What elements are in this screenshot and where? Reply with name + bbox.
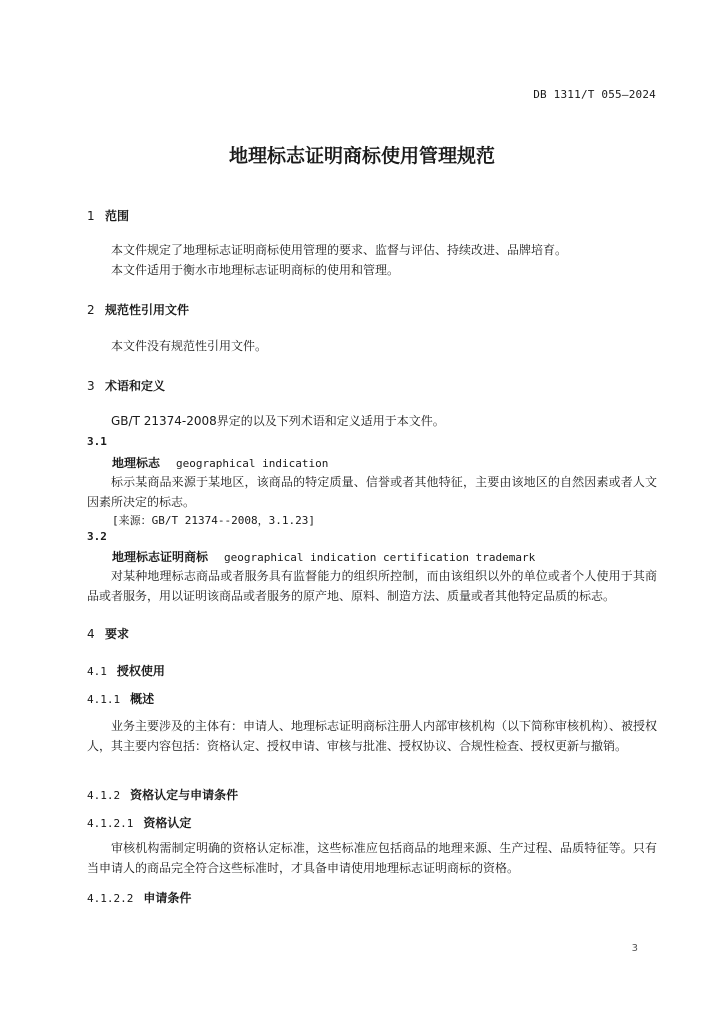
- term-definition: 标示某商品来源于某地区，该商品的特定质量、信誉或者其他特征，主要由该地区的自然因素或者人文因素所决定的标志。: [87, 475, 657, 509]
- term-source: [来源：GB/T 21374--2008，3.1.23]: [112, 514, 315, 527]
- section-title: 规范性引用文件: [105, 303, 190, 317]
- section-4-heading: [87, 625, 129, 642]
- subsection-number: 4.1: [87, 665, 107, 678]
- subsection-heading: [87, 889, 191, 906]
- subsection-heading: [87, 786, 238, 803]
- document-number: DB 1311/T 055—2024: [533, 88, 656, 101]
- term-entry: [112, 548, 535, 565]
- paragraph: GB/T 21374-2008界定的以及下列术语和定义适用于本文件。: [111, 414, 445, 428]
- paragraph: 本文件规定了地理标志证明商标使用管理的要求、监督与评估、持续改进、品牌培育。: [111, 243, 568, 257]
- subsection-title: 授权使用: [116, 664, 165, 678]
- paragraph: 本文件适用于衡水市地理标志证明商标的使用和管理。: [111, 263, 400, 277]
- subsection-heading: [87, 662, 165, 679]
- subsection-title: 资格认定与申请条件: [130, 788, 239, 802]
- subsection-title: 申请条件: [143, 891, 192, 905]
- term-zh: 地理标志: [112, 456, 161, 470]
- subsection-title: 概述: [130, 692, 155, 706]
- section-title: 范围: [105, 209, 130, 223]
- page-number: 3: [631, 943, 638, 954]
- subsection-number: 4.1.2.2: [87, 892, 134, 905]
- subsection-number: 4.1.1: [87, 693, 121, 706]
- section-title: 术语和定义: [105, 379, 166, 393]
- term-number: 3.2: [87, 530, 107, 543]
- page-title: 地理标志证明商标使用管理规范: [228, 145, 495, 167]
- subsection-heading: [87, 690, 154, 707]
- section-1-heading: [87, 207, 129, 224]
- term-zh: 地理标志证明商标: [112, 550, 209, 564]
- paragraph: 审核机构需制定明确的资格认定标准，这些标准应包括商品的地理来源、生产过程、品质特征等。只有当申请人的商品完全符合这些标准时，才具备申请使用地理标志证明商标的资格。: [87, 841, 657, 875]
- section-title: 要求: [105, 627, 130, 641]
- paragraph: 业务主要涉及的主体有：申请人、地理标志证明商标注册人内部审核机构（以下简称审核机构）、被授权人，其主要内容包括：资格认定、授权申请、审核与批准、授权协议、合规性检查、授权更新与撤销。: [87, 719, 658, 753]
- section-3-heading: [87, 377, 165, 394]
- section-number: 1: [87, 209, 95, 223]
- subsection-number: 4.1.2: [87, 789, 121, 802]
- subsection-title: 资格认定: [143, 816, 192, 830]
- term-number: 3.1: [87, 435, 107, 448]
- section-number: 2: [87, 303, 95, 317]
- term-entry: [112, 454, 328, 471]
- section-2-heading: [87, 301, 189, 318]
- term-en: geographical indication certification trademark: [224, 551, 536, 564]
- subsection-number: 4.1.2.1: [87, 817, 134, 830]
- subsection-heading: [87, 814, 191, 831]
- paragraph: 本文件没有规范性引用文件。: [111, 339, 268, 353]
- section-number: 3: [87, 379, 95, 393]
- section-number: 4: [87, 627, 95, 641]
- term-en: geographical indication: [176, 457, 329, 470]
- term-definition: 对某种地理标志商品或者服务具有监督能力的组织所控制，而由该组织以外的单位或者个人使用于其商品或者服务，用以证明该商品或者服务的原产地、原料、制造方法、质量或者其他特定品质的标志。: [87, 569, 657, 603]
